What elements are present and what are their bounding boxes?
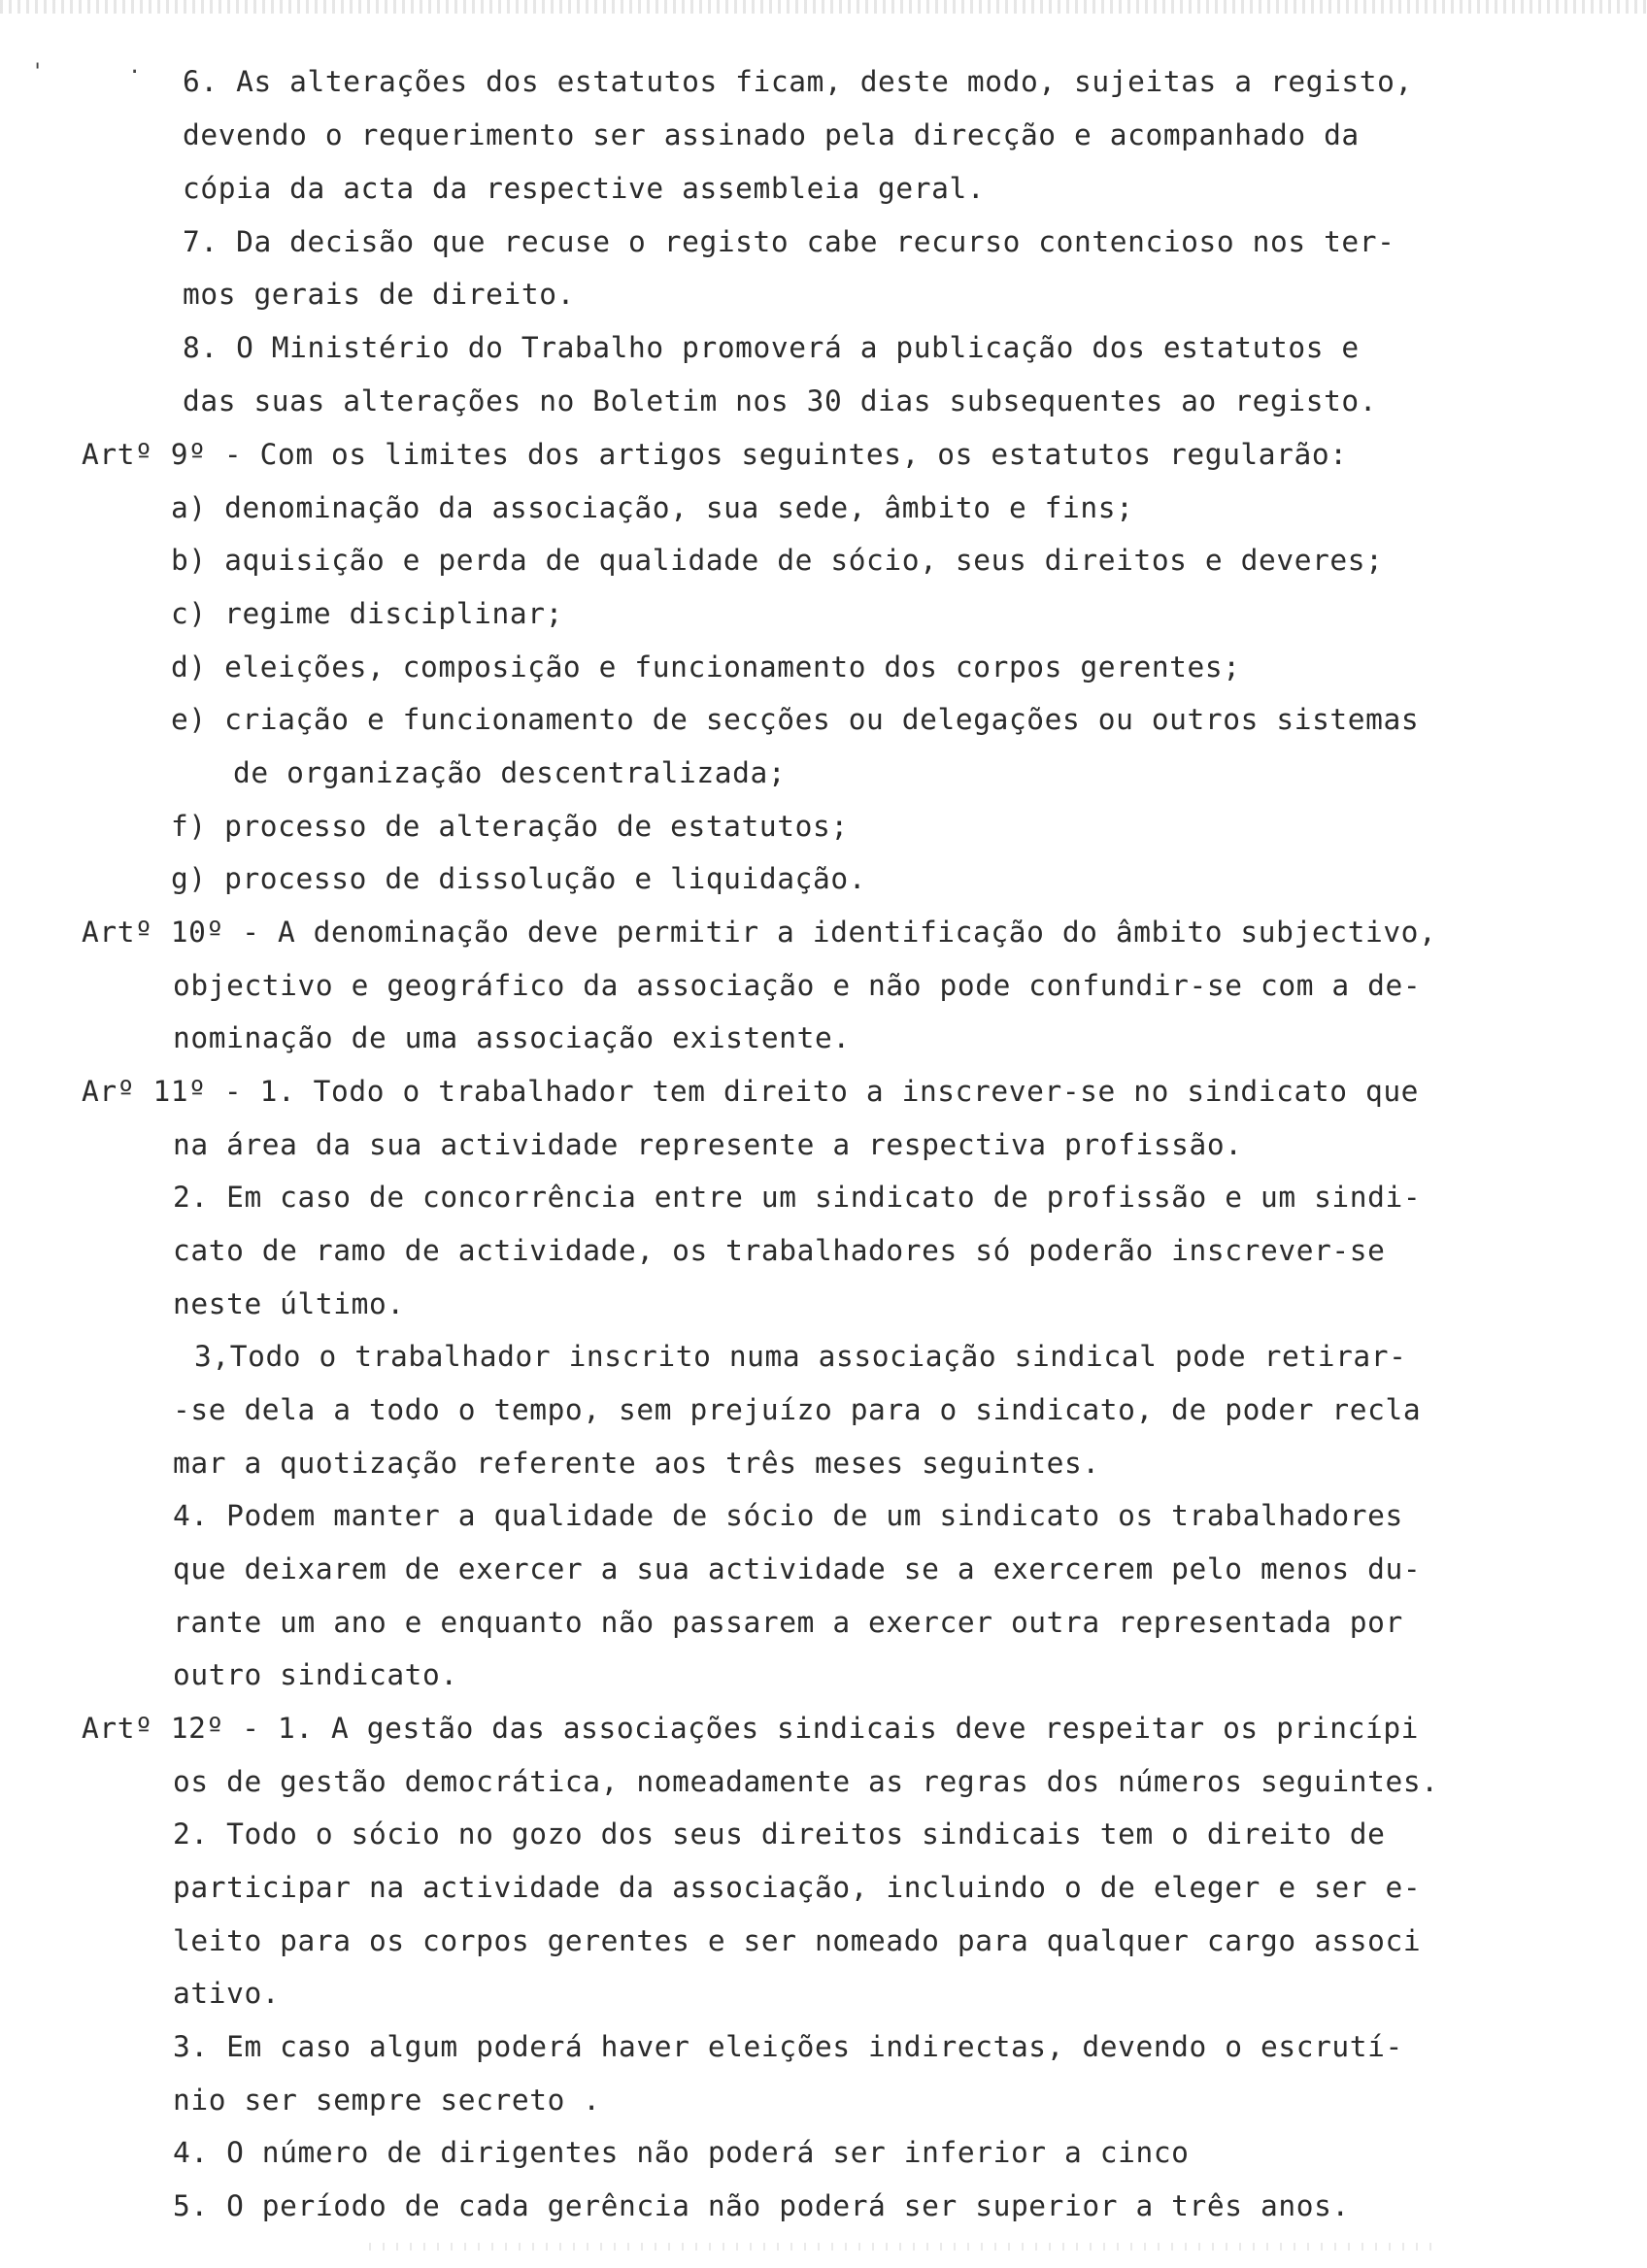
scan-edge-top bbox=[0, 0, 1647, 14]
text-line: 7. Da decisão que recuse o registo cabe recurso contencioso nos ter- bbox=[183, 225, 1395, 258]
article-heading-line: Arº 11º - 1. Todo o trabalhador tem direito a inscrever-se no sindicato que bbox=[82, 1075, 1420, 1108]
text-line: ativo. bbox=[173, 1977, 281, 2010]
list-item-line: b) aquisição e perda de qualidade de sócio, seus direitos e deveres; bbox=[171, 544, 1384, 577]
text-line: na área da sua actividade represente a respectiva profissão. bbox=[173, 1128, 1243, 1161]
text-line: 6. As alterações dos estatutos ficam, deste modo, sujeitas a registo, bbox=[183, 65, 1413, 98]
list-item-line: g) processo de dissolução e liquidação. bbox=[171, 862, 867, 895]
text-line: cópia da acta da respective assembleia geral. bbox=[183, 172, 986, 205]
text-line: objectivo e geográfico da associação e não pode confundir-se com a de- bbox=[173, 969, 1422, 1002]
text-line: os de gestão democrática, nomeadamente as regras dos números seguintes. bbox=[173, 1765, 1439, 1798]
text-line: nominação de uma associação existente. bbox=[173, 1021, 851, 1054]
text-line: neste último. bbox=[173, 1287, 405, 1320]
text-line: -se dela a todo o tempo, sem prejuízo para o sindicato, de poder recla bbox=[173, 1393, 1422, 1426]
text-line: que deixarem de exercer a sua actividade se a exercerem pelo menos du- bbox=[173, 1552, 1422, 1585]
article-heading-line: Artº 12º - 1. A gestão das associações sindicais deve respeitar os princípi bbox=[82, 1712, 1420, 1745]
text-line: leito para os corpos gerentes e ser nomeado para qualquer cargo associ bbox=[173, 1924, 1422, 1957]
article-heading-line: Artº 10º - A denominação deve permitir a identificação do âmbito subjectivo, bbox=[82, 916, 1437, 949]
text-line: outro sindicato. bbox=[173, 1658, 458, 1691]
text-line: cato de ramo de actividade, os trabalhadores só poderão inscrever-se bbox=[173, 1234, 1386, 1267]
text-line: 2. Em caso de concorrência entre um sindicato de profissão e um sindi- bbox=[173, 1181, 1422, 1214]
text-line: das suas alterações no Boletim nos 30 dias subsequentes ao registo. bbox=[183, 384, 1378, 417]
list-item-line: d) eleições, composição e funcionamento dos corpos gerentes; bbox=[171, 650, 1241, 684]
text-line: 3. Em caso algum poderá haver eleições indirectas, devendo o escrutí- bbox=[173, 2030, 1403, 2063]
text-line: mos gerais de direito. bbox=[183, 278, 575, 311]
text-line: nio ser sempre secreto . bbox=[173, 2084, 601, 2117]
list-item-line: c) regime disciplinar; bbox=[171, 597, 563, 630]
text-line: 2. Todo o sócio no gozo dos seus direitos sindicais tem o direito de bbox=[173, 1818, 1386, 1851]
margin-mark: · bbox=[128, 60, 142, 84]
list-item-line: e) criação e funcionamento de secções ou delegações ou outros sistemas bbox=[171, 703, 1420, 736]
margin-mark: ' bbox=[31, 60, 45, 84]
text-line: 8. O Ministério do Trabalho promoverá a publicação dos estatutos e bbox=[183, 331, 1360, 364]
text-line: 5. O período de cada gerência não poderá ser superior a três anos. bbox=[173, 2189, 1350, 2222]
article-heading-line: Artº 9º - Com os limites dos artigos seguintes, os estatutos regularão: bbox=[82, 438, 1348, 471]
text-line: devendo o requerimento ser assinado pela direcção e acompanhado da bbox=[183, 118, 1360, 151]
text-line: 4. Podem manter a qualidade de sócio de um sindicato os trabalhadores bbox=[173, 1499, 1403, 1532]
text-line: participar na actividade da associação, incluindo o de eleger e ser e- bbox=[173, 1871, 1422, 1904]
text-line: 4. O número de dirigentes não poderá ser inferior a cinco bbox=[173, 2136, 1190, 2169]
list-item-line: a) denominação da associação, sua sede, âmbito e fins; bbox=[171, 491, 1134, 524]
list-item-line: f) processo de alteração de estatutos; bbox=[171, 810, 849, 843]
list-item-continuation: de organização descentralizada; bbox=[233, 756, 787, 789]
text-line: 3,Todo o trabalhador inscrito numa associação sindical pode retirar- bbox=[194, 1340, 1407, 1373]
text-line: rante um ano e enquanto não passarem a exercer outra representada por bbox=[173, 1606, 1403, 1639]
text-line: mar a quotização referente aos três meses seguintes. bbox=[173, 1447, 1100, 1480]
scan-edge-bottom bbox=[369, 2243, 1437, 2251]
